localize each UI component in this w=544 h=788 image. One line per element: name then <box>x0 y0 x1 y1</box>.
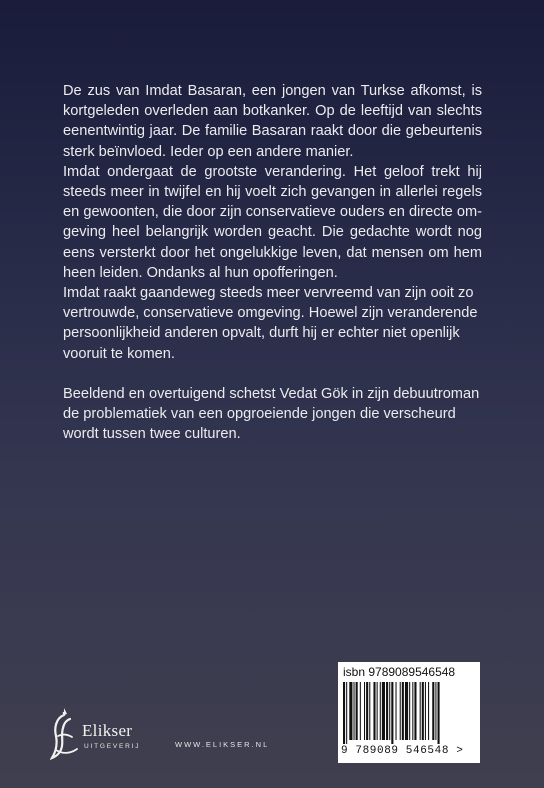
blurb-paragraph-1: De zus van Imdat Basaran, een jongen van Turkse afkomst, is kortgeleden overleden aan botkanker. Op de leeftijd van slechts eenentwintig jaar. De familie Basaran raakt door die gebeurtenis sterk beïnvloed. Ieder op een andere manier. <box>63 83 482 160</box>
publisher-website[interactable]: WWW.ELIKSER.NL <box>175 740 270 749</box>
barcode-graphic <box>341 682 477 744</box>
isbn-barcode-box <box>338 662 480 763</box>
publisher-name: Elikser <box>82 721 133 740</box>
blurb-paragraph-3: Imdat raakt gaandeweg steeds meer vervreemd van zijn ooit zo vertrouwde, conservatieve omgeving. Hoewel zijn veranderende persoonlijkheid anderen opvalt, durft hij er echter niet openlijk vooruit te komen. <box>63 285 478 362</box>
blurb-paragraph-2: Imdat ondergaat de grootste verandering. Het geloof trekt hij steeds meer in twijfel en hij voelt zich gevangen in allerlei regels en gewoonten, die door zijn conservatieve ouders en directe omgeving heel belangrijk worden geacht. Die gedachte wordt nog eens versterkt door het ongelukkige leven, dat mensen om hem heen leiden. Ondanks al hun opofferingen. <box>63 163 482 281</box>
publisher-subtitle: UITGEVERIJ <box>84 743 141 750</box>
barcode-digits: 9 789089 546548 > <box>341 745 464 757</box>
isbn-label: isbn 9789089546548 <box>343 665 456 679</box>
elikser-emblem-icon <box>50 706 86 764</box>
blurb-paragraph-4: Beeldend en overtuigend schetst Vedat Gök in zijn debuutroman de problematiek van een opgroeiende jongen die verscheurd wordt tussen twee culturen. <box>63 385 480 443</box>
publisher-logo <box>50 706 160 764</box>
back-cover-blurb <box>63 81 482 444</box>
